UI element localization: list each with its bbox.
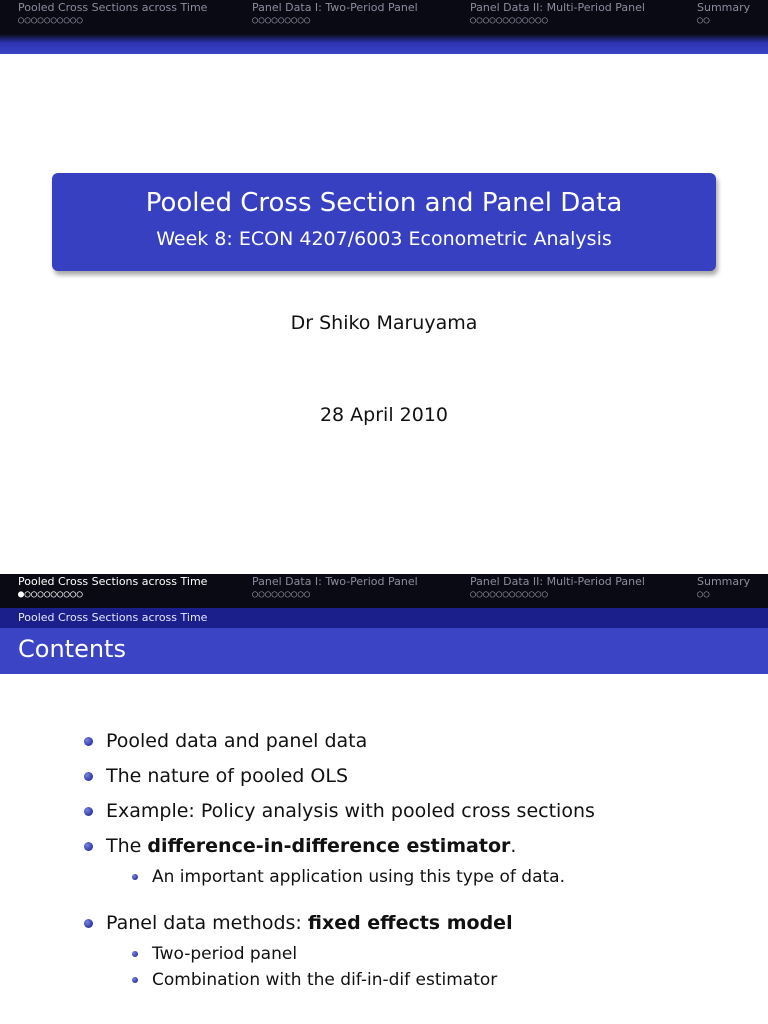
list-item bbox=[84, 794, 744, 829]
nav-frame-dots[interactable]: ○○ bbox=[697, 589, 711, 600]
bullet-icon bbox=[132, 977, 138, 983]
presentation-subtitle: Week 8: ECON 4207/6003 Econometric Analysis bbox=[156, 228, 612, 250]
list-item-text-prefix: Panel data methods: bbox=[106, 912, 308, 934]
subsection-title: Pooled Cross Sections across Time bbox=[18, 611, 208, 624]
nav-section-pooled[interactable] bbox=[18, 0, 207, 28]
bullet-icon bbox=[132, 874, 138, 880]
list-item-text-suffix: . bbox=[510, 835, 517, 857]
bullet-icon bbox=[84, 737, 93, 746]
nav-section-label: Panel Data II: Multi-Period Panel bbox=[470, 575, 645, 588]
list-item-text: The nature of pooled OLS bbox=[106, 765, 349, 787]
list-item bbox=[84, 829, 744, 864]
list-item-text: Example: Policy analysis with pooled cross sections bbox=[106, 800, 595, 822]
nav-section-label: Panel Data II: Multi-Period Panel bbox=[470, 1, 645, 14]
bullet-icon bbox=[84, 807, 93, 816]
nav-section-label: Summary bbox=[697, 1, 751, 14]
title-box bbox=[52, 173, 716, 271]
nav-frame-dots[interactable]: ●○○○○○○○○○ bbox=[18, 589, 84, 600]
nav-section-label: Pooled Cross Sections across Time bbox=[18, 575, 208, 588]
sub-list-item-text: Two-period panel bbox=[152, 944, 298, 964]
navigation-bar bbox=[0, 574, 768, 608]
nav-section-summary[interactable] bbox=[697, 0, 750, 28]
frame-title: Contents bbox=[18, 635, 126, 663]
list-item-emphasis: difference-in-difference estimator bbox=[147, 835, 511, 857]
contents-list bbox=[84, 724, 744, 993]
sub-list-item-text: An important application using this type of data. bbox=[152, 867, 565, 887]
sub-list-item bbox=[84, 941, 744, 967]
author: Dr Shiko Maruyama bbox=[290, 312, 478, 334]
nav-section-label: Summary bbox=[697, 575, 751, 588]
subsection-bar bbox=[0, 608, 768, 628]
nav-frame-dots[interactable]: ○○ bbox=[697, 15, 711, 26]
nav-section-panel-2[interactable] bbox=[470, 0, 645, 28]
sub-list-item bbox=[84, 864, 744, 890]
list-item bbox=[84, 724, 744, 759]
sub-list-item-text: Combination with the dif-in-dif estimator bbox=[152, 970, 498, 990]
presentation-title: Pooled Cross Section and Panel Data bbox=[145, 188, 623, 218]
date: 28 April 2010 bbox=[319, 404, 449, 426]
header-gradient-bar bbox=[0, 34, 768, 54]
nav-section-panel-1[interactable] bbox=[252, 0, 418, 28]
list-item bbox=[84, 759, 744, 794]
nav-section-panel-2[interactable] bbox=[470, 574, 645, 602]
list-item-text-prefix: The bbox=[106, 835, 148, 857]
nav-section-label: Panel Data I: Two-Period Panel bbox=[252, 575, 418, 588]
bullet-icon bbox=[84, 919, 93, 928]
list-item-emphasis: fixed effects model bbox=[307, 912, 513, 934]
bullet-icon bbox=[84, 842, 93, 851]
nav-section-label: Panel Data I: Two-Period Panel bbox=[252, 1, 418, 14]
nav-frame-dots[interactable]: ○○○○○○○○○○○○ bbox=[470, 15, 549, 26]
navigation-bar bbox=[0, 0, 768, 34]
bullet-icon bbox=[132, 951, 138, 957]
list-item-text: Pooled data and panel data bbox=[106, 730, 368, 752]
nav-section-pooled[interactable] bbox=[18, 574, 207, 602]
nav-section-panel-1[interactable] bbox=[252, 574, 418, 602]
nav-frame-dots[interactable]: ○○○○○○○○○ bbox=[252, 15, 311, 26]
list-item bbox=[84, 906, 744, 941]
nav-frame-dots[interactable]: ○○○○○○○○○ bbox=[252, 589, 311, 600]
nav-section-summary[interactable] bbox=[697, 574, 750, 602]
bullet-icon bbox=[84, 772, 93, 781]
nav-frame-dots[interactable]: ○○○○○○○○○○○○ bbox=[470, 589, 549, 600]
nav-section-label: Pooled Cross Sections across Time bbox=[18, 1, 208, 14]
nav-frame-dots[interactable]: ○○○○○○○○○○ bbox=[18, 15, 84, 26]
contents-slide bbox=[0, 574, 768, 1024]
sub-list-item bbox=[84, 967, 744, 993]
